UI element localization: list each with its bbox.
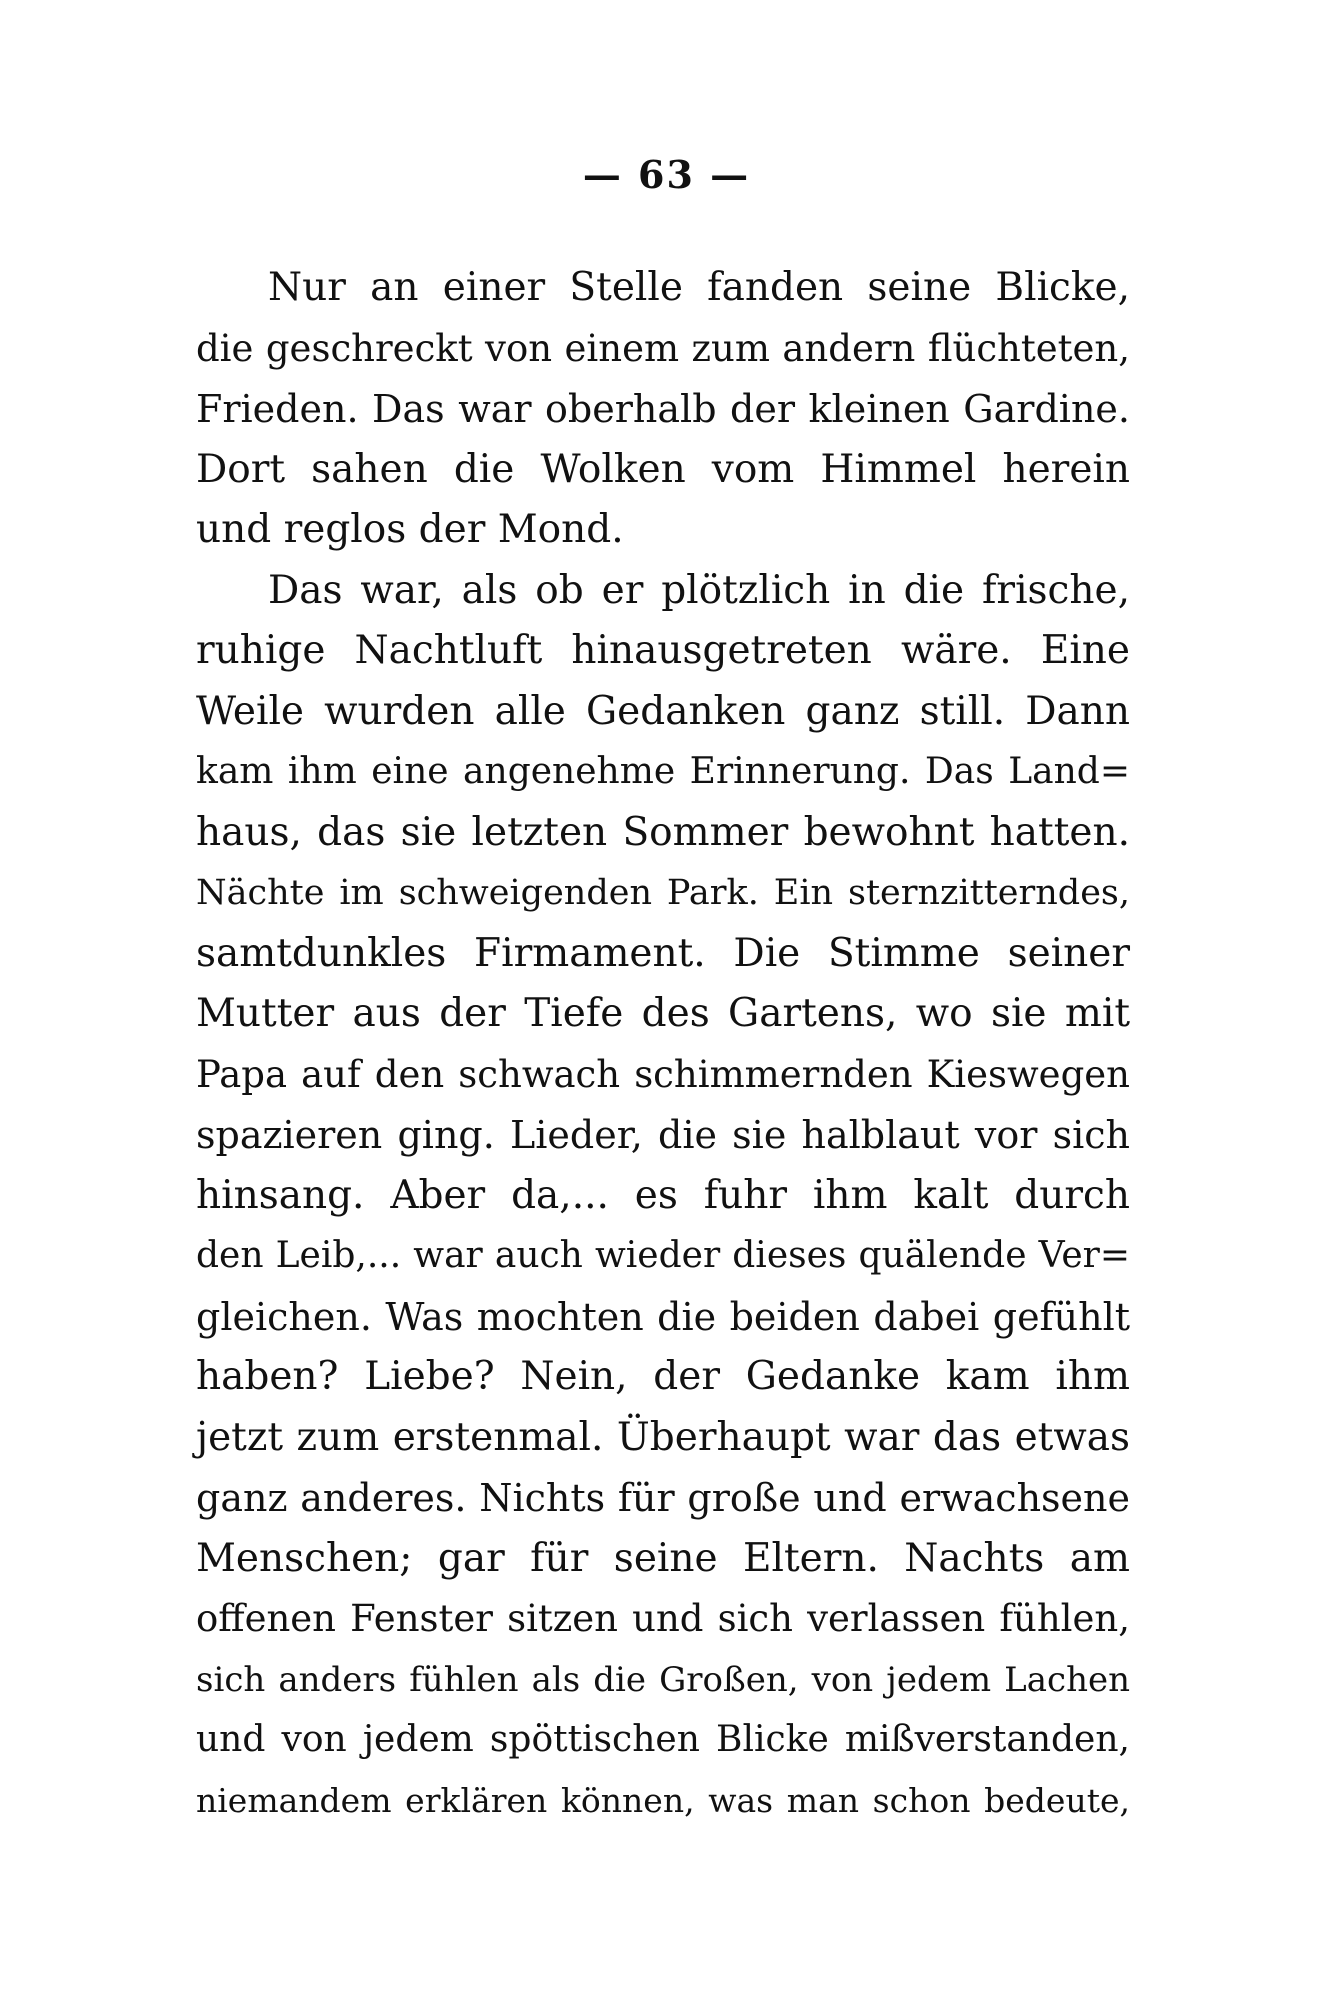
text-line: kam ihm eine angenehme Erinnerung. Das Land= <box>196 751 1130 792</box>
text-line: samtdunkles Firmament. Die Stimme seiner <box>196 930 1130 976</box>
text-line: die geschreckt von einem zum andern flüchteten, <box>196 326 1130 370</box>
text-line: spazieren ging. Lieder, die sie halblaut vor sich <box>196 1113 1130 1157</box>
text-line: ruhige Nachtluft hinausgetreten wäre. Eine <box>196 628 1130 673</box>
body-text <box>196 258 1130 1831</box>
text-line: den Leib,... war auch wieder dieses quälende Ver= <box>196 1235 1130 1276</box>
text-line: haben? Liebe? Nein, der Gedanke kam ihm <box>196 1354 1130 1399</box>
text-line: und reglos der Mond. <box>196 507 624 552</box>
text-line: Nächte im schweigenden Park. Ein sternzitterndes, <box>196 873 1130 913</box>
text-line: Menschen; gar für seine Eltern. Nachts am <box>196 1535 1130 1581</box>
text-line: niemandem erklären können, was man schon bedeute, <box>196 1780 1130 1820</box>
text-line: sich anders fühlen als die Großen, von jedem Lachen <box>196 1659 1130 1700</box>
text-line: ganz anderes. Nichts für große und erwachsene <box>196 1476 1130 1520</box>
text-line: offenen Fenster sitzen und sich verlassen fühlen, <box>196 1597 1130 1640</box>
text-line: gleichen. Was mochten die beiden dabei gefühlt <box>196 1294 1130 1339</box>
text-line: Mutter aus der Tiefe des Gartens, wo sie mit <box>196 991 1130 1036</box>
text-line: Das war, als ob er plötzlich in die frische, <box>268 567 1130 613</box>
text-line: Dort sahen die Wolken vom Himmel herein <box>196 446 1130 492</box>
text-line: Nur an einer Stelle fanden seine Blicke, <box>268 265 1130 310</box>
text-line: Papa auf den schwach schimmernden Kieswegen <box>196 1052 1130 1096</box>
text-line: und von jedem spöttischen Blicke mißverstanden, <box>196 1719 1130 1760</box>
text-line: jetzt zum erstenmal. Überhaupt war das etwas <box>196 1414 1130 1460</box>
page-number: — 63 — <box>582 152 751 197</box>
text-line: hinsang. Aber da,... es fuhr ihm kalt durch <box>196 1172 1130 1218</box>
text-line: Frieden. Das war oberhalb der kleinen Gardine. <box>196 387 1130 431</box>
text-line: Weile wurden alle Gedanken ganz still. Dann <box>196 688 1130 734</box>
text-line: haus, das sie letzten Sommer bewohnt hatten. <box>196 809 1130 855</box>
